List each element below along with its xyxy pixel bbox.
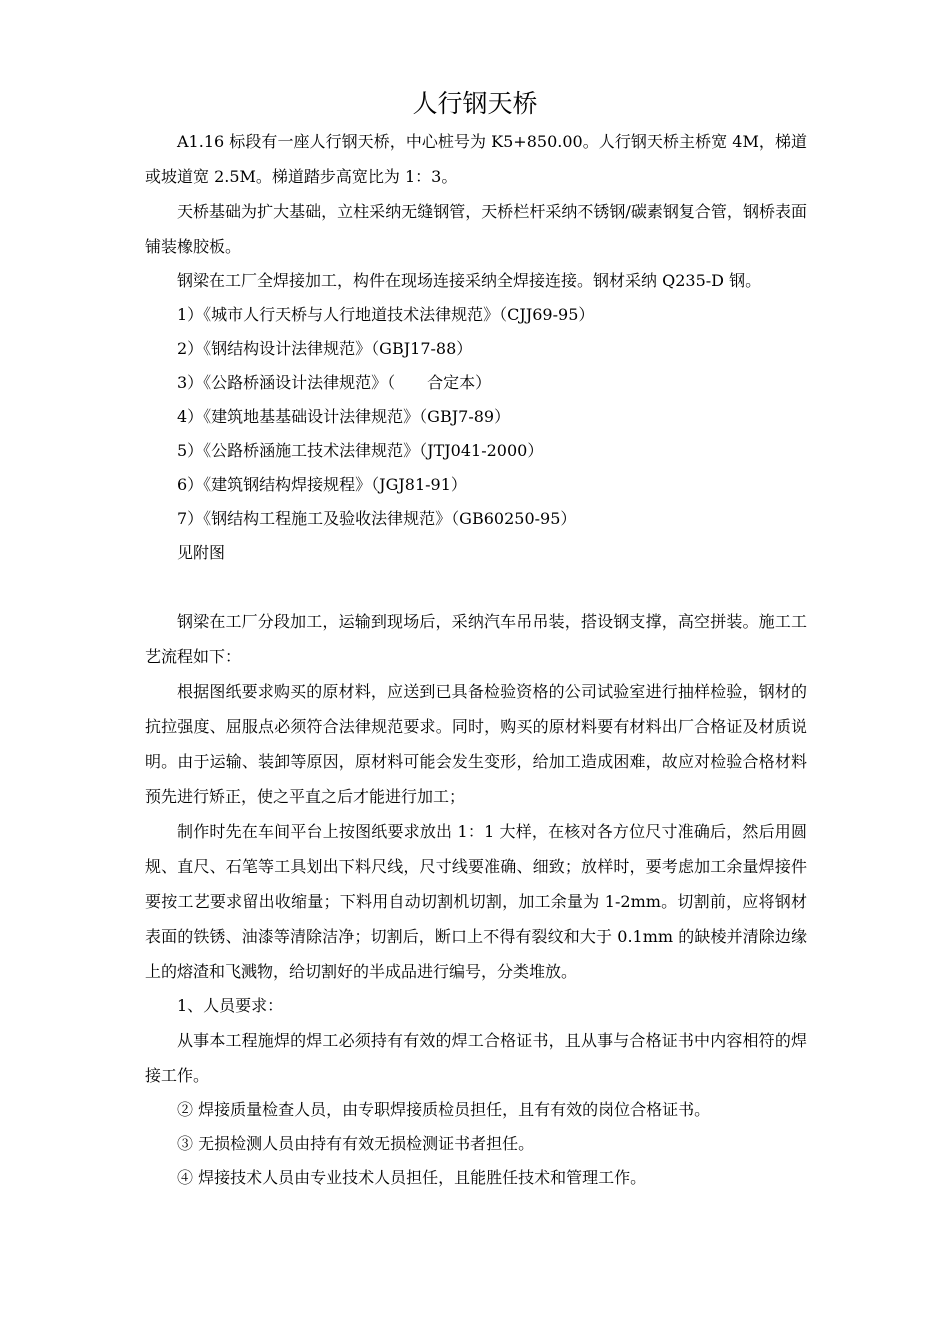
- paragraph-technical-personnel: ④ 焊接技术人员由专业技术人员担任，且能胜任技术和管理工作。: [177, 1168, 647, 1187]
- standard-item-4: 4）《建筑地基基础设计法律规范》（GBJ7-89）: [177, 407, 511, 426]
- standard-item-2: 2）《钢结构设计法律规范》（GBJ17-88）: [177, 339, 473, 358]
- paragraph-fabrication: 制作时先在车间平台上按图纸要求放出 1：1 大样，在核对各方位尺寸准确后，然后用圆规、直尺、石笔等工具划出下料尺线，尺寸线要准确、细致；放样时，要考虑加工余量焊接件要按工艺要求留出收缩量；下料用自动切割机切割，加工余量为 1-2mm。切割前，应将钢材表面的铁锈、油漆等清除洁净；切割后，断口上不得有裂纹和大于 0.1mm 的缺棱并清除边缘上的熔渣和飞溅物，给切割好的半成品进行编号，分类堆放。: [145, 822, 807, 981]
- standard-item-6: 6）《建筑钢结构焊接规程》（JGJ81-91）: [177, 475, 467, 494]
- paragraph-inspectors: ② 焊接质量检查人员，由专职焊接质检员担任，且有有效的岗位合格证书。: [177, 1100, 711, 1119]
- paragraph-materials: 根据图纸要求购买的原材料，应送到已具备检验资格的公司试验室进行抽样检验，钢材的抗拉强度、屈服点必须符合法律规范要求。同时，购买的原材料要有材料出厂合格证及材质说明。由于运输、装卸等原因，原材料可能会发生变形，给加工造成困难，故应对检验合格材料预先进行矫正，使之平直之后才能进行加工；: [145, 682, 807, 806]
- standard-item-1: 1）《城市人行天桥与人行地道技术法律规范》（CJJ69-95）: [177, 305, 595, 324]
- standard-item-5: 5）《公路桥涵施工技术法律规范》（JTJ041-2000）: [177, 441, 544, 460]
- paragraph-welders: 从事本工程施焊的焊工必须持有有效的焊工合格证书，且从事与合格证书中内容相符的焊接工作。: [145, 1031, 807, 1085]
- standard-item-7: 7）《钢结构工程施工及验收法律规范》（GB60250-95）: [177, 509, 577, 528]
- paragraph-intro: A1.16 标段有一座人行钢天桥，中心桩号为 K5+850.00。人行钢天桥主桥宽 4M，梯道或坡道宽 2.5M。梯道踏步高宽比为 1：3。: [145, 132, 807, 186]
- paragraph-foundation: 天桥基础为扩大基础，立柱采纳无缝钢管，天桥栏杆采纳不锈钢/碳素钢复合管，钢桥表面铺装橡胶板。: [145, 202, 807, 256]
- paragraph-ndt-personnel: ③ 无损检测人员由持有有效无损检测证书者担任。: [177, 1134, 535, 1153]
- paragraph-see-attachment: 见附图: [177, 543, 226, 562]
- document-body: [145, 124, 807, 1195]
- standard-item-3: 3）《公路桥涵设计法律规范》（ 合定本）: [177, 373, 492, 392]
- blank-line: [145, 570, 807, 604]
- document-title: 人行钢天桥: [412, 89, 538, 118]
- paragraph-steel-beam: 钢梁在工厂全焊接加工，构件在现场连接采纳全焊接连接。钢材采纳 Q235-D 钢。: [177, 271, 762, 290]
- paragraph-personnel-heading: 1、人员要求：: [177, 996, 284, 1015]
- paragraph-process-intro: 钢梁在工厂分段加工，运输到现场后，采纳汽车吊吊装，搭设钢支撑，高空拼装。施工工艺流程如下：: [145, 612, 807, 666]
